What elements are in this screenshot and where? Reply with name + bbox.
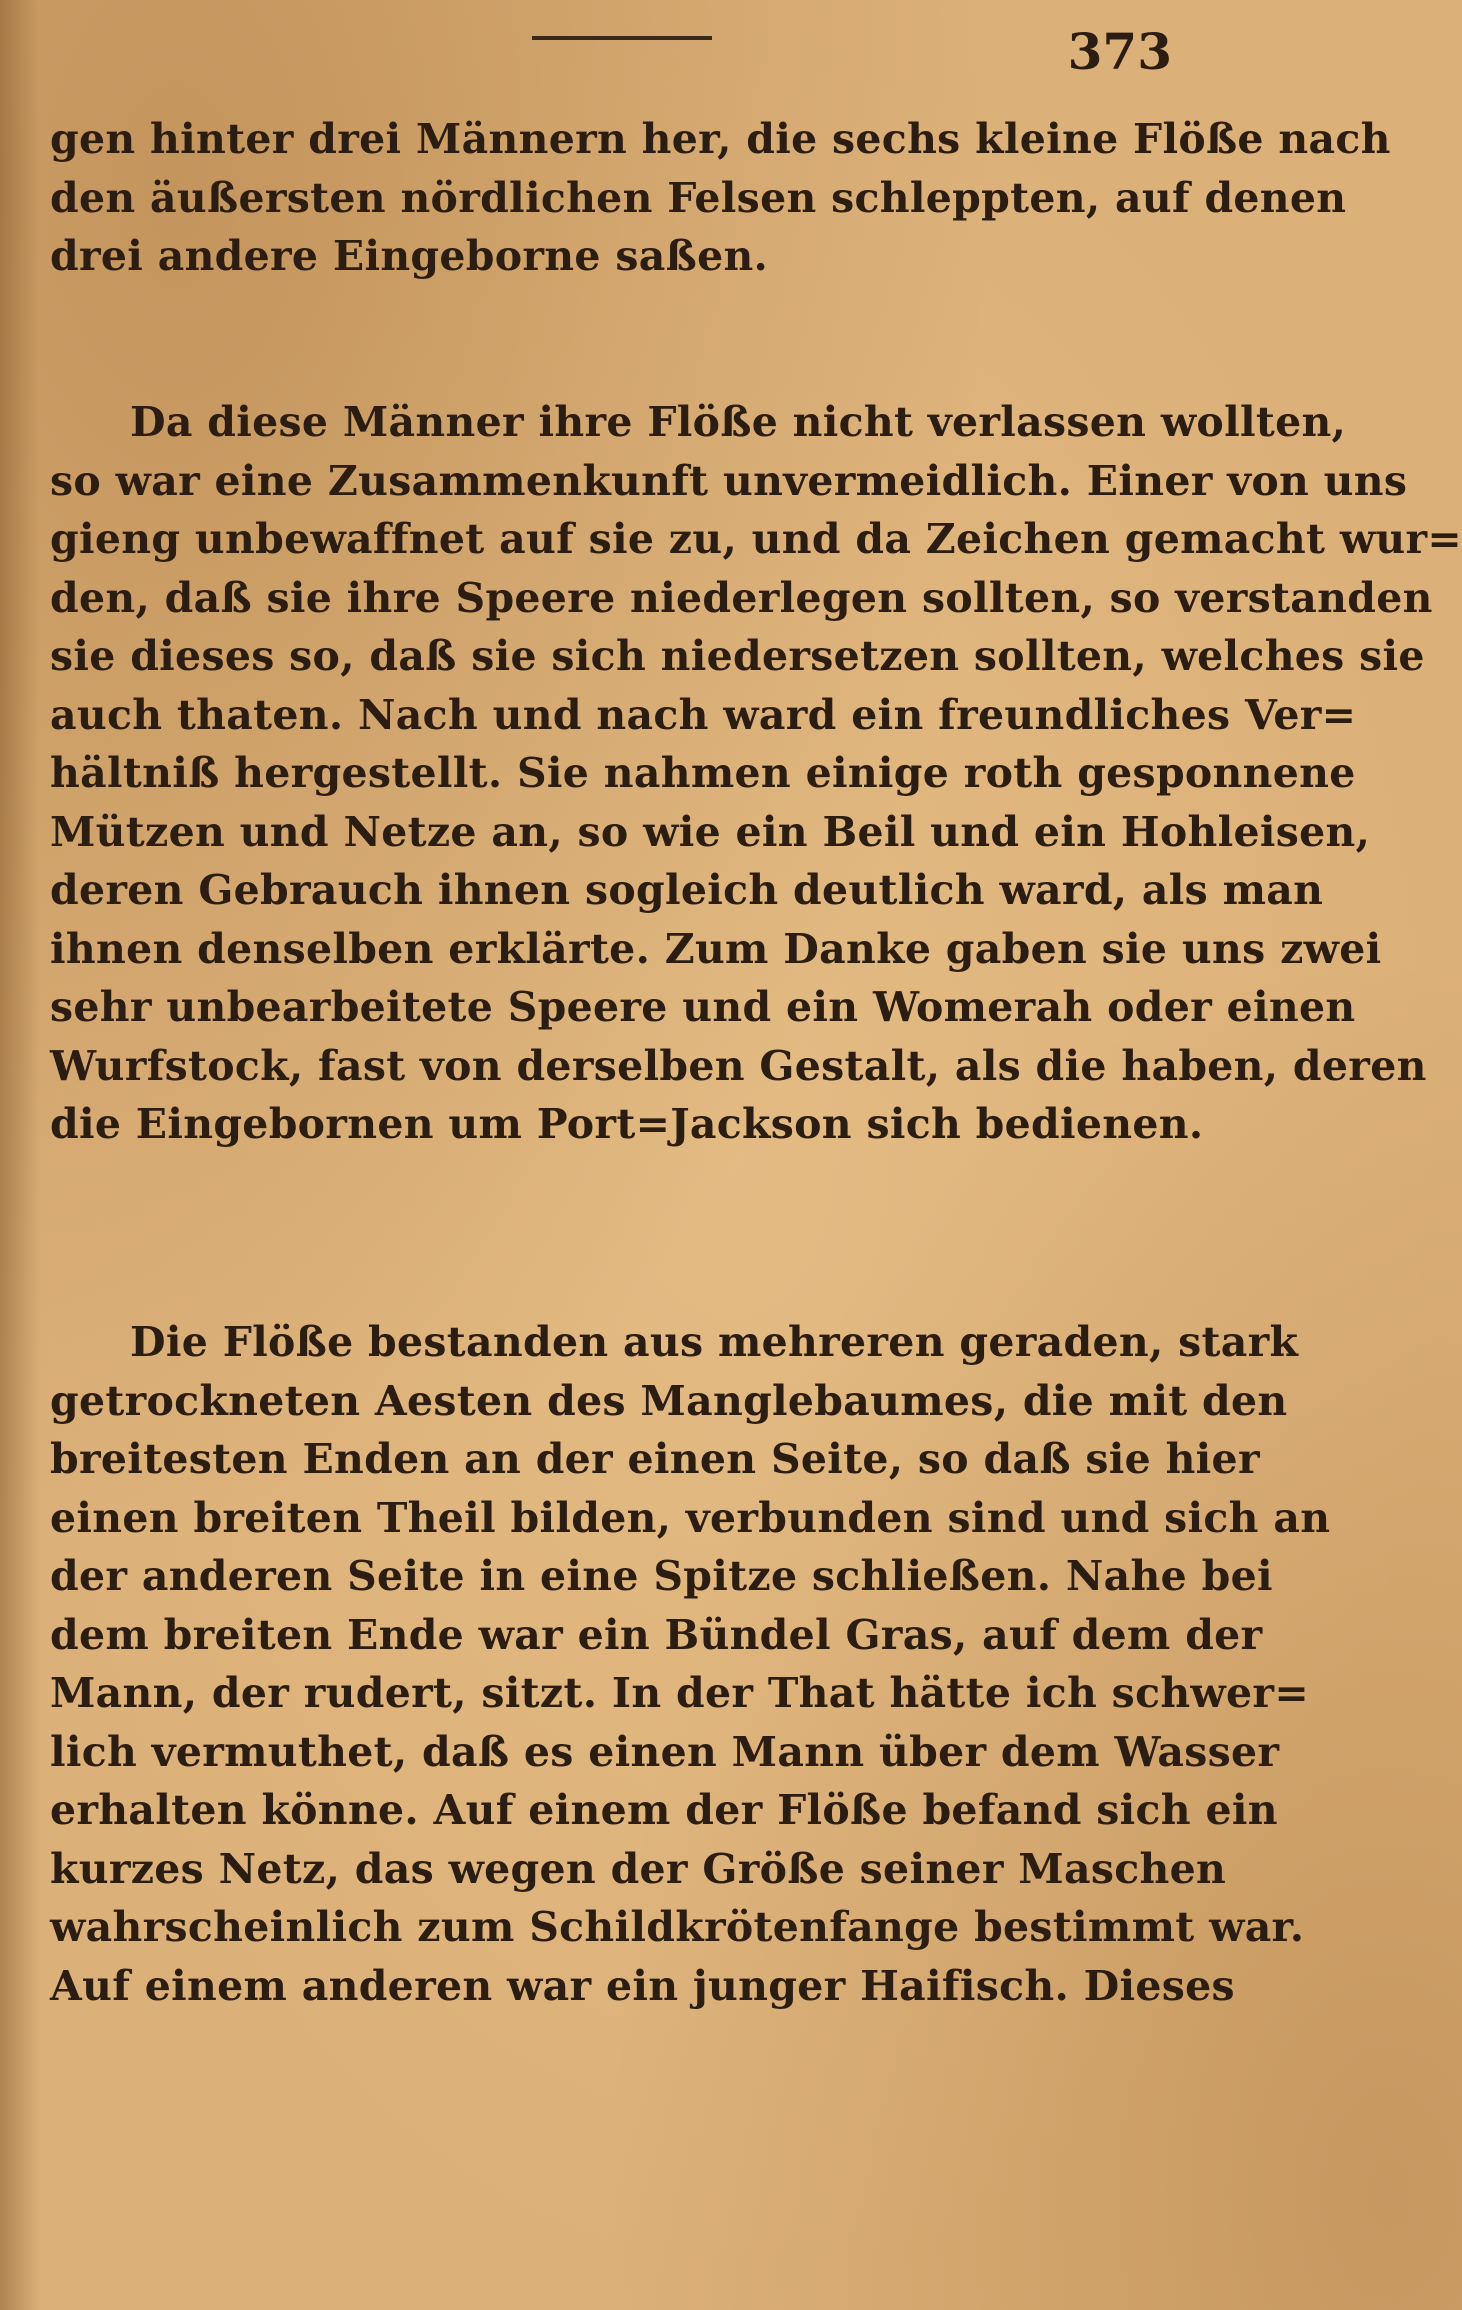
text-line: Die Flöße bestanden aus mehreren geraden, stark: [130, 1318, 1299, 1366]
page-edge-shadow: [0, 0, 40, 2310]
header-rule: [532, 36, 712, 40]
text-line: breitesten Enden an der einen Seite, so daß sie hier: [50, 1435, 1260, 1483]
paragraph-1: [50, 110, 1391, 286]
paragraph-2: [50, 393, 1462, 1154]
text-line: Da diese Männer ihre Flöße nicht verlassen wollten,: [130, 398, 1347, 446]
text-line: drei andere Eingeborne saßen.: [50, 232, 769, 280]
text-line: einen breiten Theil bilden, verbunden sind und sich an: [50, 1493, 1331, 1542]
text-line: auch thaten. Nach und nach ward ein freundliches Ver=: [50, 690, 1357, 739]
text-line: gen hinter drei Männern her, die sechs kleine Flöße nach: [50, 115, 1391, 163]
text-line: so war eine Zusammenkunft unvermeidlich. Einer von uns: [50, 456, 1408, 505]
text-line: Wurfstock, fast von derselben Gestalt, als die haben, deren: [50, 1041, 1427, 1090]
text-line: ihnen denselben erklärte. Zum Danke gaben sie uns zwei: [50, 924, 1382, 973]
text-line: erhalten könne. Auf einem der Flöße befand sich ein: [50, 1786, 1278, 1834]
text-line: Mann, der rudert, sitzt. In der That hätte ich schwer=: [50, 1669, 1309, 1717]
text-line: dem breiten Ende war ein Bündel Gras, auf dem der: [50, 1610, 1263, 1659]
text-line: der anderen Seite in eine Spitze schließen. Nahe bei: [50, 1552, 1273, 1600]
text-line: wahrscheinlich zum Schildkrötenfange bestimmt war.: [50, 1903, 1305, 1951]
text-line: getrockneten Aesten des Manglebaumes, die mit den: [50, 1376, 1288, 1425]
text-line: lich vermuthet, daß es einen Mann über dem Wasser: [50, 1727, 1280, 1776]
text-line: hältniß hergestellt. Sie nahmen einige roth gesponnene: [50, 749, 1356, 797]
page-number: 373: [1067, 22, 1172, 81]
text-line: die Eingebornen um Port=Jackson sich bedienen.: [50, 1100, 1204, 1148]
text-line: Mützen und Netze an, so wie ein Beil und ein Hohleisen,: [50, 807, 1371, 856]
text-line: den, daß sie ihre Speere niederlegen sollten, so verstanden: [50, 573, 1433, 622]
text-line: sehr unbearbeitete Speere und ein Womerah oder einen: [50, 983, 1356, 1031]
text-line: deren Gebrauch ihnen sogleich deutlich ward, als man: [50, 866, 1324, 914]
text-line: kurzes Netz, das wegen der Größe seiner Maschen: [50, 1844, 1227, 1893]
text-line: gieng unbewaffnet auf sie zu, und da Zeichen gemacht wur=: [50, 515, 1462, 563]
text-line: Auf einem anderen war ein junger Haifisch. Dieses: [50, 1961, 1235, 2010]
text-line: den äußersten nördlichen Felsen schleppten, auf denen: [50, 173, 1347, 222]
text-line: sie dieses so, daß sie sich niedersetzen sollten, welches sie: [50, 632, 1425, 680]
paragraph-3: [50, 1313, 1331, 2015]
